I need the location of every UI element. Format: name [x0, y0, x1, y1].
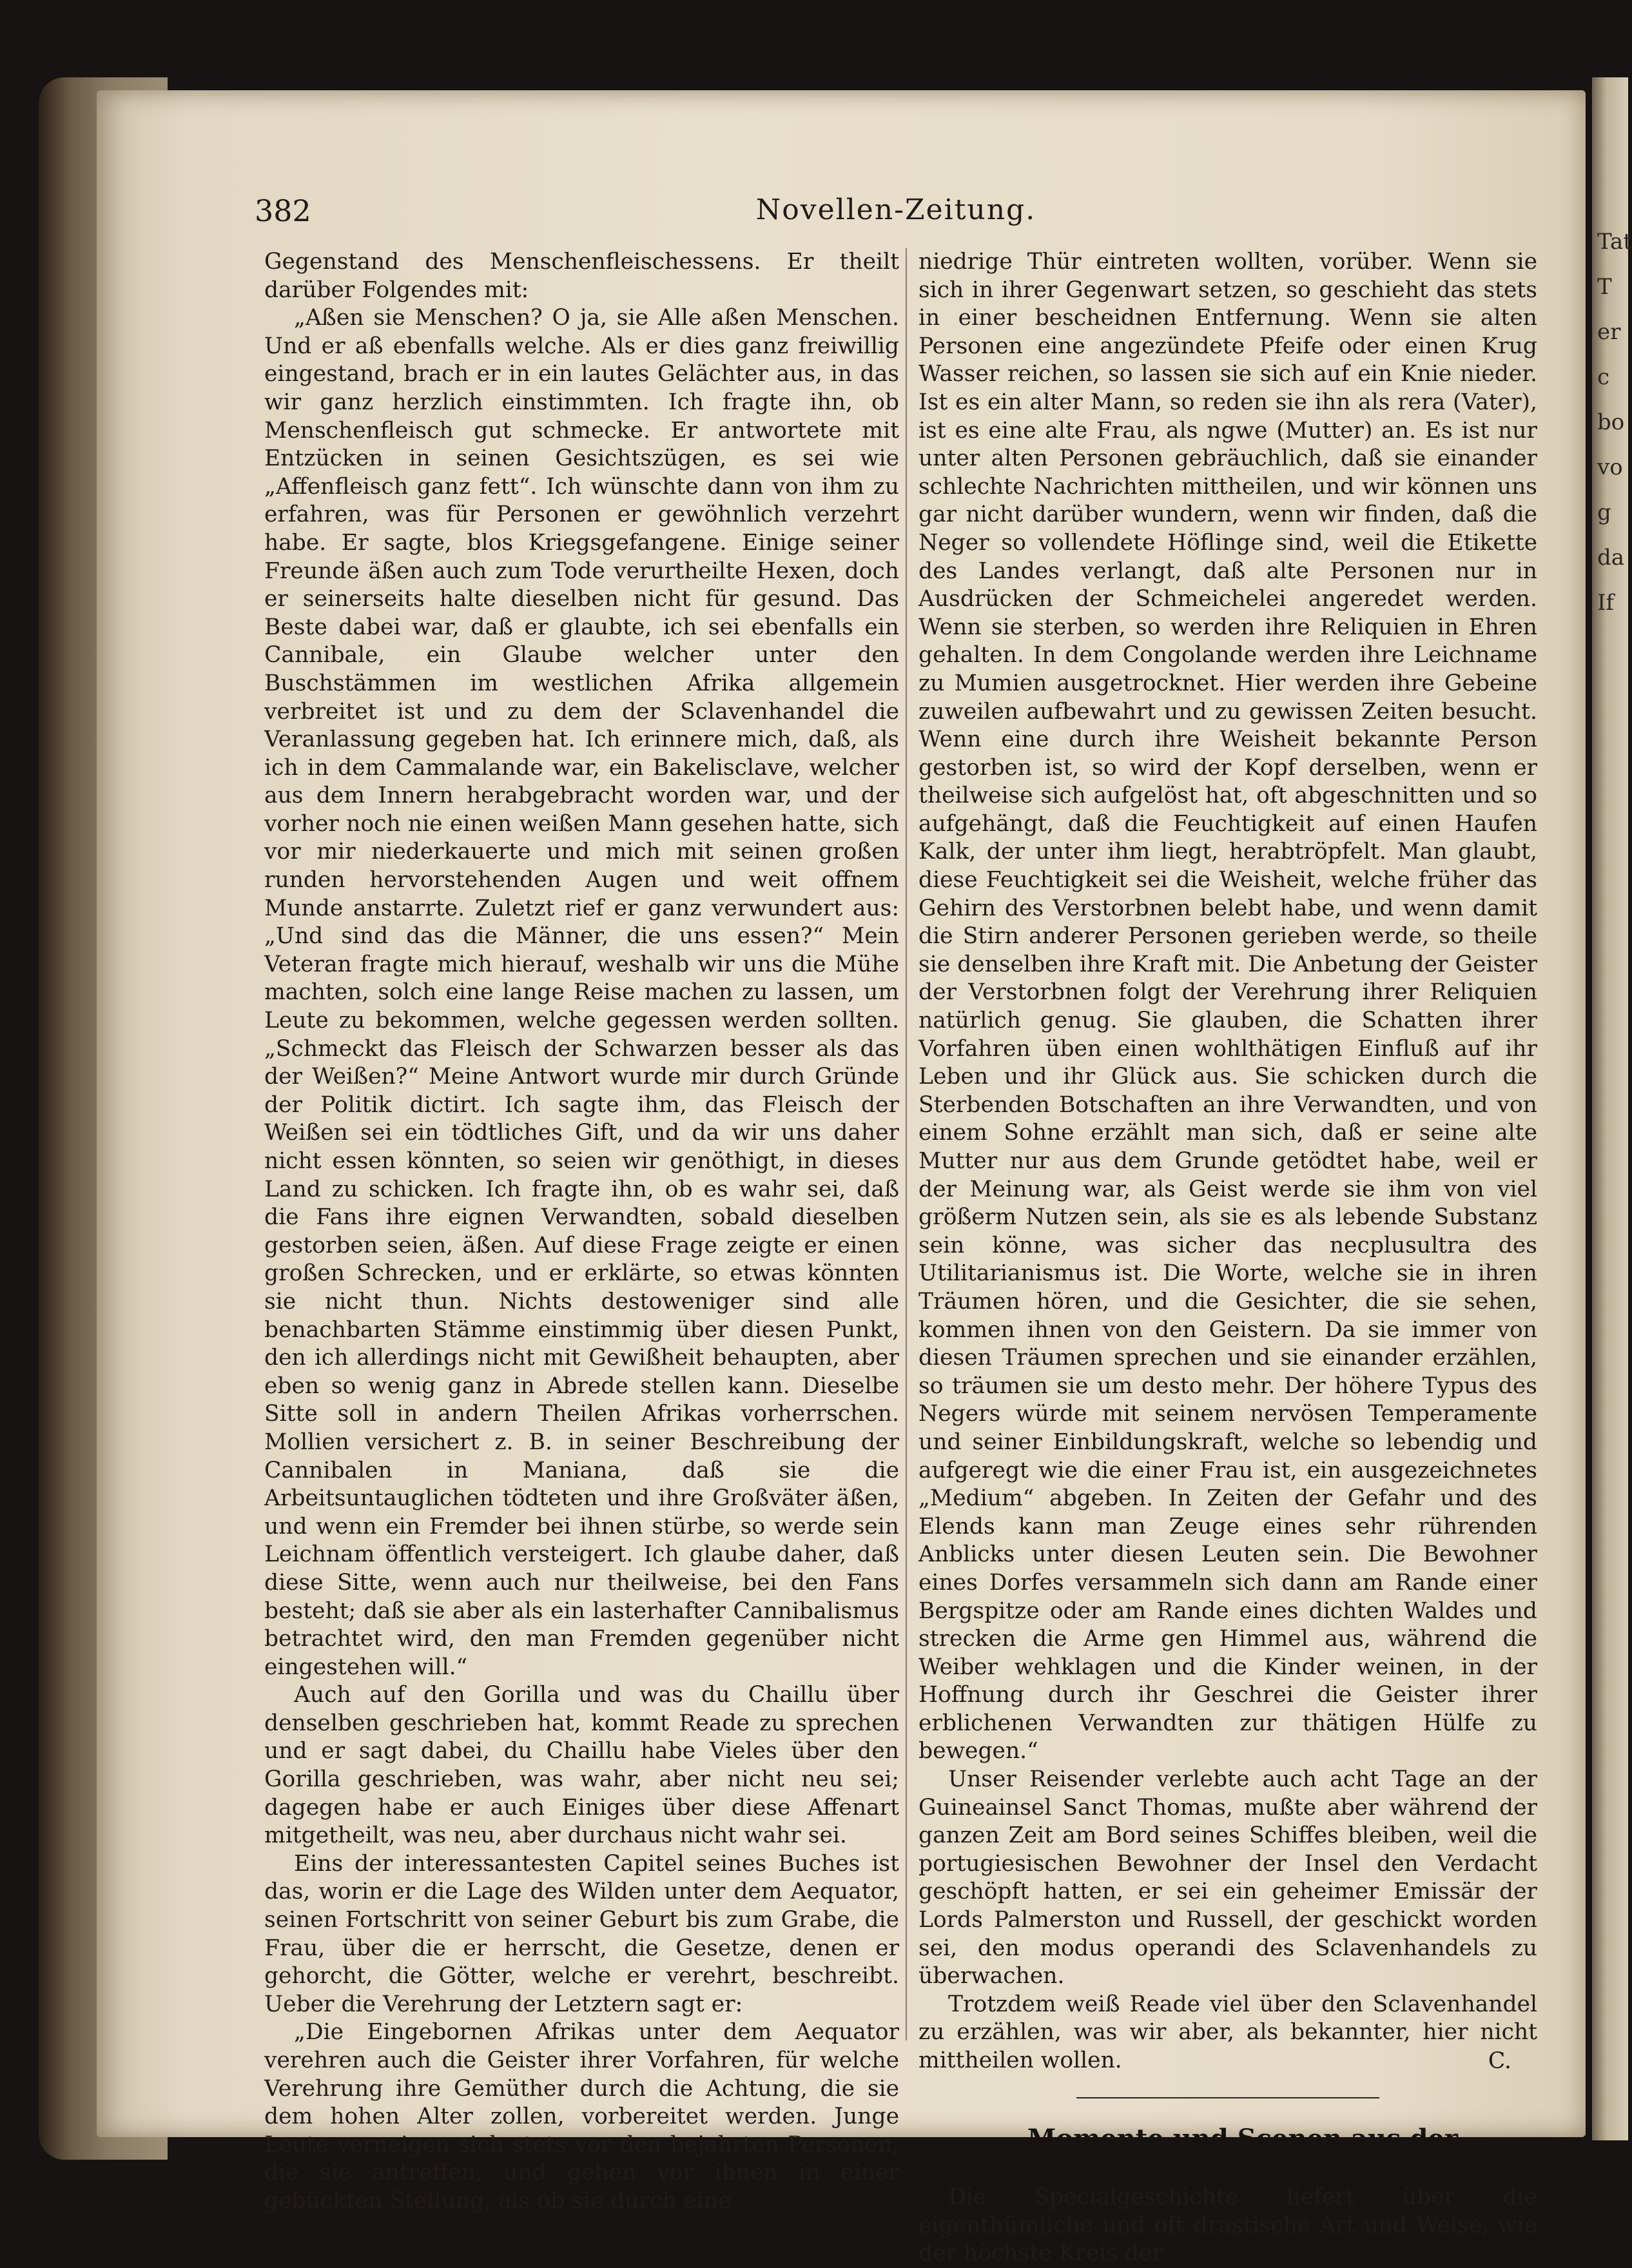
left-column [264, 248, 899, 2214]
column-divider [906, 248, 907, 2040]
paragraph: Die Specialgeschichte liefert über die eigenthümliche und oft drastische Art und Weise, wie der höchste Kreis der [918, 2184, 1537, 2267]
paragraph: „Die Eingebornen Afrikas unter dem Aequator verehren auch die Geister ihrer Vorfahren, für welche Verehrung ihre Gemüther durch die Achtung, die sie dem hohen Alter zollen, vorbereitet werden. Junge Leute verneigen sich stets vor den bejahrten Personen, die sie antreffen, und gehen vor ihnen in einer gebückten Stellung, als ob sie durch eine [264, 2019, 899, 2214]
paragraph: Unser Reisender verlebte auch acht Tage an der Guineainsel Sanct Thomas, mußte aber während der ganzen Zeit am Bord seines Schiffes bleiben, weil die portugiesischen Bewohner der Insel den Verdacht geschöpft hatten, er sei ein geheimer Emissär der Lords Palmerston und Russell, der geschickt worden sei, den modus operandi des Sclavenhandels zu überwachen. [918, 1766, 1537, 1989]
next-page-fragment: Tat T er c bo vo g da If [1597, 229, 1632, 616]
paragraph: Gegenstand des Menschenfleischessens. Er theilt darüber Folgendes mit: [264, 249, 899, 303]
page-header [255, 193, 1537, 245]
paragraph: Auch auf den Gorilla und was du Chaillu über denselben geschrieben hat, kommt Reade zu sprechen und er sagt dabei, du Chaillu habe Vieles über den Gorilla geschrieben, was wahr, aber nicht neu sei; dagegen habe er auch Einiges über diese Affenart mitgetheilt, was neu, aber durchaus nicht wahr sei. [264, 1682, 899, 1849]
section-rule [1076, 2097, 1379, 2098]
paragraph: „Aßen sie Menschen? O ja, sie Alle aßen Menschen. Und er aß ebenfalls welche. Als er dies ganz freiwillig eingestand, brach er in ein lautes Gelächter aus, in das wir ganz herzlich einstimmten. Ich fragte ihn, ob Menschenfleisch gut schmecke. Er antwortete mit Entzücken in seinen Gesichtszügen, es sei wie „Affenfleisch ganz fett“. Ich wünschte dann von ihm zu erfahren, was für Personen er gewöhnlich verzehrt habe. Er sagte, blos Kriegsgefangene. Einige seiner Freunde äßen auch zum Tode verurtheilte Hexen, doch er seinerseits halte dieselben nicht für gesund. Das Beste dabei war, daß er glaubte, ich sei ebenfalls ein Cannibale, ein Glaube welcher unter den Buschstämmen im westlichen Afrika allgemein verbreitet ist und zu dem der Sclavenhandel die Veranlassung gegeben hat. Ich erinnere mich, daß, als ich in dem Cammalande war, ein Bakelisclave, welcher aus dem Innern herabgebracht worden war, und der vorher noch nie einen weißen Mann gesehen hatte, sich vor mir niederkauerte und mich mit seinen großen runden hervorstehenden Augen und weit offnem Munde anstarrte. Zuletzt rief er ganz verwundert aus: „Und sind das die Männer, die uns essen?“ Mein Veteran fragte mich hierauf, weshalb wir uns die Mühe machten, solch eine lange Reise machen zu lassen, um Leute zu bekommen, welche gegessen werden sollten. „Schmeckt das Fleisch der Schwarzen besser als das der Weißen?“ Meine Antwort wurde mir durch Gründe der Politik dictirt. Ich sagte ihm, das Fleisch der Weißen sei ein tödtliches Gift, und da wir uns daher nicht essen könnten, so seien wir genöthigt, in dieses Land zu schicken. Ich fragte ihn, ob es wahr sei, daß die Fans ihre eignen Verwandten, sobald dieselben gestorben seien, äßen. Auf diese Frage zeigte er einen großen Schrecken, und er erklärte, so etwas könnten sie nicht thun. Nichts destoweniger sind alle benachbarten Stämme einstimmig über diesen Punkt, den ich allerdings nicht mit Gewißheit behaupten, aber eben so wenig ganz in Abrede stellen kann. Dieselbe Sitte soll in andern Theilen Afrikas vorherrschen. Mollien versichert z. B. in seiner Beschreibung der Cannibalen in Maniana, daß sie die Arbeitsuntauglichen tödteten und ihre Großväter äßen, und wenn ein Fremder bei ihnen stürbe, so werde sein Leichnam öffentlich versteigert. Ich glaube daher, daß diese Sitte, wenn auch nur theilweise, bei den Fans besteht; daß sie aber als ein lasterhafter Cannibalismus betrachtet wird, den man Fremden gegenüber nicht eingestehen will.“ [264, 305, 899, 1680]
paragraph: niedrige Thür eintreten wollten, vorüber. Wenn sie sich in ihrer Gegenwart setzen, so geschieht das stets in einer bescheidnen Entfernung. Wenn sie alten Personen eine angezündete Pfeife oder einen Krug Wasser reichen, so lassen sie sich auf ein Knie nieder. Ist es ein alter Mann, so reden sie ihn als rera (Vater), ist es eine alte Frau, als ngwe (Mutter) an. Es ist nur unter alten Personen gebräuchlich, daß sie einander schlechte Nachrichten mittheilen, und wir können uns gar nicht darüber wundern, wenn wir finden, daß die Neger so vollendete Höflinge sind, weil die Etikette des Landes verlangt, daß alte Personen nur in Ausdrücken der Schmeichelei angeredet werden. Wenn sie sterben, so werden ihre Reliquien in Ehren gehalten. In dem Congolande werden ihre Leichname zu Mumien ausgetrocknet. Hier werden ihre Gebeine zuweilen aufbewahrt und zu gewissen Zeiten besucht. Wenn eine durch ihre Weisheit bekannte Person gestorben ist, so wird der Kopf derselben, wenn er theilweise sich aufgelöst hat, oft abgeschnitten und so aufgehängt, daß die Feuchtigkeit auf einen Haufen Kalk, der unter ihm liegt, herabtröpfelt. Man glaubt, diese Feuchtigkeit sei die Weisheit, welche früher das Gehirn des Verstorbnen belebt habe, und wenn damit die Stirn anderer Personen gerieben werde, so theile sie denselben ihre Kraft mit. Die Anbetung der Geister der Verstorbnen folgt der Verehrung ihrer Reliquien natürlich genug. Sie glauben, die Schatten ihrer Vorfahren üben einen wohlthätigen Einfluß auf ihr Leben und ihr Glück aus. Sie schicken durch die Sterbenden Botschaften an ihre Verwandten, und von einem Sohne erzählt man sich, daß er seine alte Mutter nur aus dem Grunde getödtet habe, weil er der Meinung war, als Geist werde sie ihm von viel größerm Nutzen sein, als sie es als lebende Substanz sein könne, was sicher das necplusultra des Utilitarianismus ist. Die Worte, welche sie in ihren Träumen hören, und die Gesichter, die sie sehen, kommen ihnen von den Geistern. Da sie immer von diesen Träumen sprechen und sie einander erzählen, so träumen sie um desto mehr. Der höhere Typus des Negers würde mit seinem nervösen Temperamente und seiner Einbildungskraft, welche so lebendig und aufgeregt wie die einer Frau ist, ein ausgezeichnetes „Medium“ abgeben. In Zeiten der Gefahr und des Elends kann man Zeuge eines sehr rührenden Anblicks unter diesen Leuten sein. Die Bewohner eines Dorfes versammeln sich dann am Rande einer Bergspitze oder am Rande eines dichten Waldes und strecken die Arme gen Himmel aus, während die Weiber wehklagen und die Kinder weinen, in der Hoffnung durch ihr Geschrei die Geister ihrer erblichenen Verwandten zur thätigen Hülfe zu bewegen.“ [918, 249, 1537, 1765]
paragraph: Trotzdem weiß Reade viel über den Sclavenhandel zu erzählen, was wir aber, als bekannter, hier nicht mittheilen wollen. [918, 1991, 1537, 2073]
next-page-edge [1592, 77, 1632, 2140]
right-column [918, 248, 1537, 2267]
author-signature: C. [1488, 2048, 1511, 2074]
section-title: Momente und Scenen aus der Geschichte des Papstthums. [1024, 2124, 1458, 2184]
paragraph: Eins der interessantesten Capitel seines Buches ist das, worin er die Lage des Wilden unter dem Aequator, seinen Fortschritt von seiner Geburt bis zum Grabe, die Frau, über die er herrscht, die Gesetze, denen er gehorcht, die Götter, welche er verehrt, beschreibt. Ueber die Verehrung der Letztern sagt er: [264, 1850, 899, 2017]
page-number: 382 [255, 193, 311, 228]
running-title: Novellen-Zeitung. [755, 193, 1036, 226]
